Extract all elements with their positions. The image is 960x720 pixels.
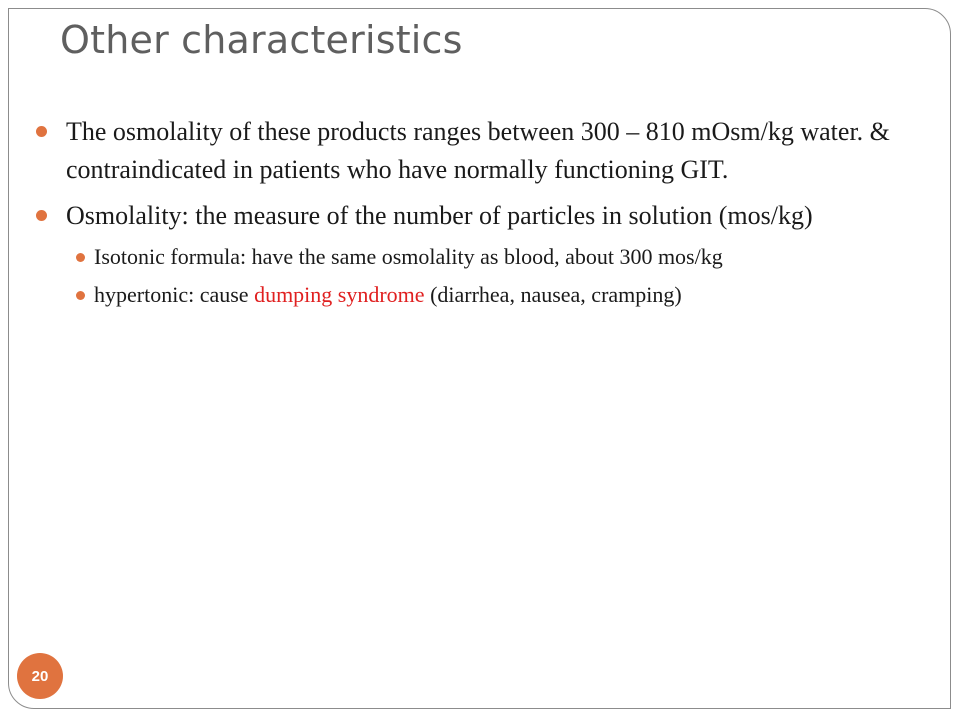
slide-number-badge: 20 — [17, 653, 63, 699]
bullet-text: The osmolality of these products ranges between 300 – 810 mOsm/kg water. & contraindicated in patients who have normally functioning GIT. — [66, 117, 890, 184]
bullet-text: Osmolality: the measure of the number of particles in solution (mos/kg) — [66, 201, 813, 230]
sub-bullet-text: Isotonic formula: have the same osmolality as blood, about 300 mos/kg — [94, 244, 723, 269]
bullet-dot-icon — [36, 126, 47, 137]
bullet-dot-icon — [76, 291, 85, 300]
sub-bullet-list — [36, 241, 916, 311]
sub-bullet-text-before: hypertonic: cause — [94, 282, 255, 307]
bullet-osmolality-definition — [36, 197, 916, 235]
bullet-osmolality-range — [36, 113, 916, 189]
slide-content — [36, 113, 916, 311]
dumping-syndrome-highlight: dumping syndrome — [254, 282, 425, 307]
sub-bullet-text-after: (diarrhea, nausea, cramping) — [424, 282, 682, 307]
sub-bullet-hypertonic — [76, 279, 916, 311]
sub-bullet-isotonic — [76, 241, 916, 273]
slide-title: Other characteristics — [60, 18, 463, 62]
bullet-dot-icon — [36, 210, 47, 221]
bullet-dot-icon — [76, 253, 85, 262]
